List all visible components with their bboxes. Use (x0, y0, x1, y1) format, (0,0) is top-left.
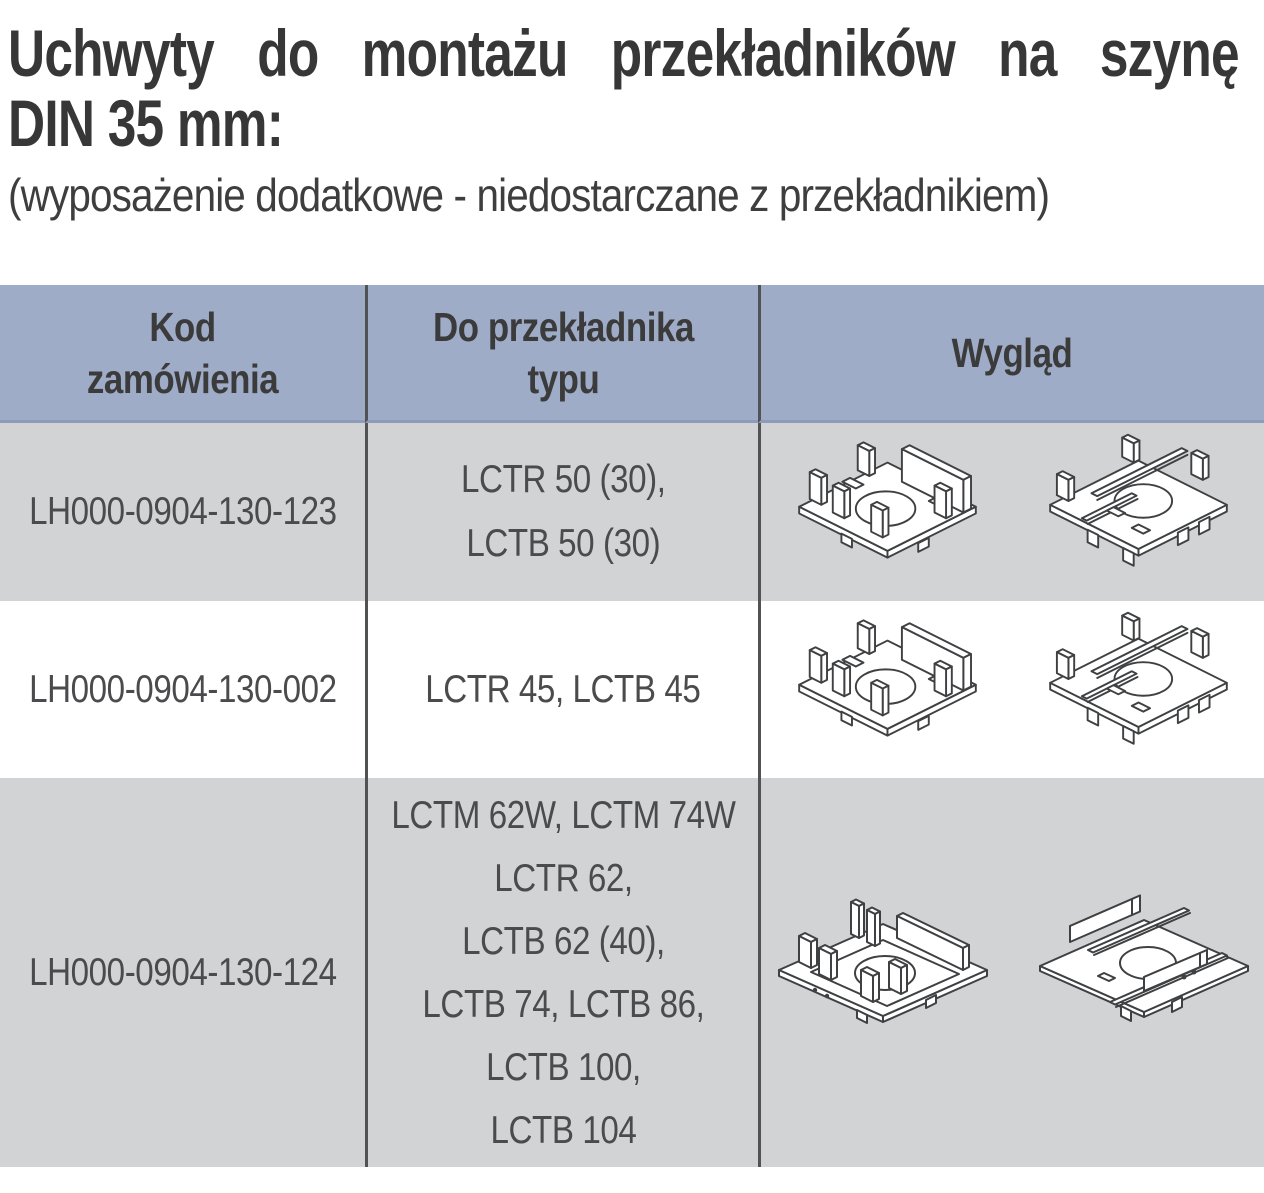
din-mounting-brackets-table (0, 285, 1264, 1167)
column-header-transformer-type (365, 285, 758, 423)
type-line: LCTB 50 (30) (466, 522, 660, 565)
bracket-clips-top-drawing (775, 606, 1000, 774)
bracket-clips-top-drawing (775, 428, 1000, 596)
type-line: LCTR 62, (493, 856, 633, 900)
bracket-rails-top-drawing (1026, 606, 1251, 774)
transformer-types-cell (365, 601, 758, 778)
page-title: Uchwyty do montażu przekładników na szynę (8, 16, 1239, 90)
order-code: LH000-0904-130-002 (28, 667, 337, 711)
document-header (0, 0, 1264, 285)
type-line: LCTB 62 (40), (461, 919, 665, 963)
order-code: LH000-0904-130-124 (28, 950, 337, 994)
type-line: LCTR 45, LCTB 45 (425, 667, 701, 711)
order-code-cell (0, 778, 365, 1167)
appearance-cell (758, 601, 1264, 778)
column-header-line: Wygląd (952, 329, 1073, 376)
type-line: LCTB 74, LCTB 86, (421, 982, 705, 1026)
column-header-line: zamówienia (86, 355, 279, 402)
column-header-order-code (0, 285, 365, 423)
order-code-cell (0, 423, 365, 601)
column-header-appearance (758, 285, 1264, 423)
column-header-line: Kod (149, 303, 216, 350)
type-line: LCTB 104 (490, 1108, 636, 1152)
bracket-rails-top-drawing (1026, 428, 1251, 596)
transformer-types-cell (365, 423, 758, 601)
transformer-types-cell (365, 778, 758, 1167)
page-title-line2: DIN 35 mm: (8, 86, 284, 160)
column-header-line: typu (527, 355, 599, 402)
order-code: LH000-0904-130-123 (28, 490, 337, 533)
appearance-cell (758, 778, 1264, 1167)
type-line: LCTR 50 (30), (460, 458, 666, 501)
type-line: LCTB 100, (485, 1045, 641, 1089)
order-code-cell (0, 601, 365, 778)
type-line: LCTM 62W, LCTM 74W (390, 793, 736, 837)
bracket-flat-rails-drawing (1026, 890, 1261, 1055)
column-header-line: Do przekładnika (432, 303, 694, 350)
page-subtitle: (wyposażenie dodatkowe - niedostarczane z przekładnikiem) (8, 169, 1050, 221)
bracket-flat-clips-drawing (765, 890, 1000, 1055)
appearance-cell (758, 423, 1264, 601)
